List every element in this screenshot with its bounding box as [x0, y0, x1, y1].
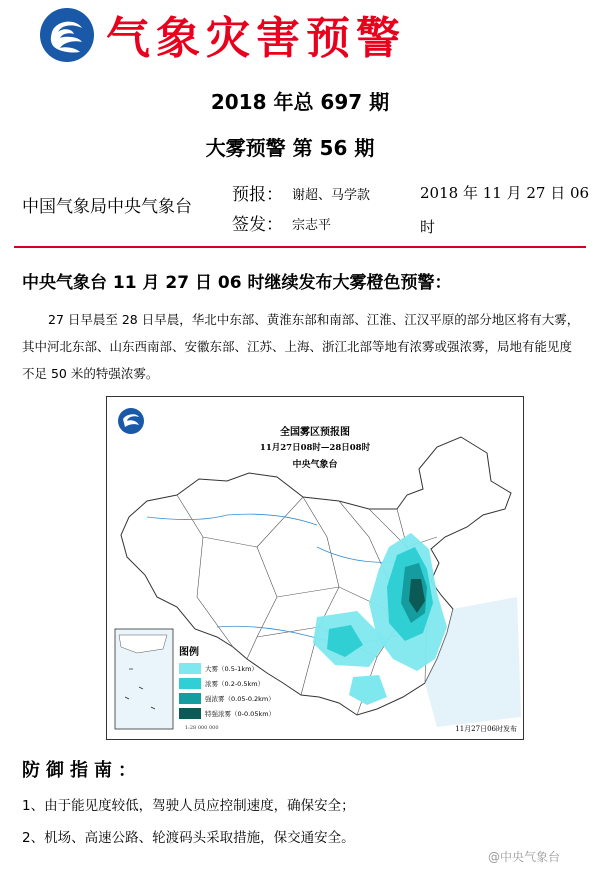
- issued-time: 2018 年 11 月 27 日 06 时: [420, 184, 590, 236]
- forecasters: 谢超、马学款: [292, 188, 371, 203]
- sign-label: 签发：: [232, 215, 283, 235]
- legend-title: 图例: [179, 647, 199, 658]
- legend-item: 强浓雾（0.05-0.2km）: [179, 691, 275, 706]
- document-title: 气象灾害预警: [106, 13, 406, 64]
- bulletin-body: 27 日早晨至 28 日早晨，华北中东部、黄淮东部和南部、江淮、江汉平原的部分地区将有大雾，其中河北东部、山东西南部、安徽东部、江苏、上海、浙江北部等地有浓雾或强浓雾，局地有能见度不足 50 米的特强浓雾。: [22, 312, 580, 381]
- legend-item: 大雾（0.5-1km）: [179, 661, 275, 676]
- defense-tip: 1、由于能见度较低，驾驶人员应控制速度，确保安全；: [22, 798, 355, 814]
- bulletin-headline: 中央气象台 11 月 27 日 06 时继续发布大雾橙色预警：: [22, 273, 452, 293]
- south-china-sea-inset: [115, 629, 173, 729]
- map-title: 全国雾区预报图: [280, 427, 350, 438]
- defense-tip: 2、机场、高速公路、轮渡码头采取措施，保交通安全。: [22, 830, 355, 846]
- weibo-watermark: @中央气象台: [488, 850, 561, 864]
- legend-item: 浓雾（0.2-0.5km）: [179, 676, 275, 691]
- legend-item: 特强浓雾（0-0.05km）: [179, 706, 275, 721]
- signer: 宗志平: [292, 218, 332, 233]
- map-legend: [179, 643, 275, 721]
- header-divider: [14, 246, 586, 248]
- fog-forecast-map: [106, 396, 524, 740]
- map-org: 中央气象台: [292, 460, 338, 470]
- forecast-label: 预报：: [232, 185, 283, 205]
- issue-number: 2018 年总 697 期: [210, 90, 390, 114]
- series-number: 大雾预警 第 56 期: [205, 136, 375, 160]
- defense-guide-title: 防御指南：: [22, 760, 142, 781]
- map-scale: 1:28 000 000: [185, 725, 219, 731]
- issuing-agency: 中国气象局中央气象台: [22, 197, 192, 217]
- cma-logo-icon: [38, 6, 96, 64]
- map-time-range: 11月27日08时—28日08时: [259, 443, 371, 453]
- map-issue-stamp: 11月27日06时发布: [455, 725, 517, 733]
